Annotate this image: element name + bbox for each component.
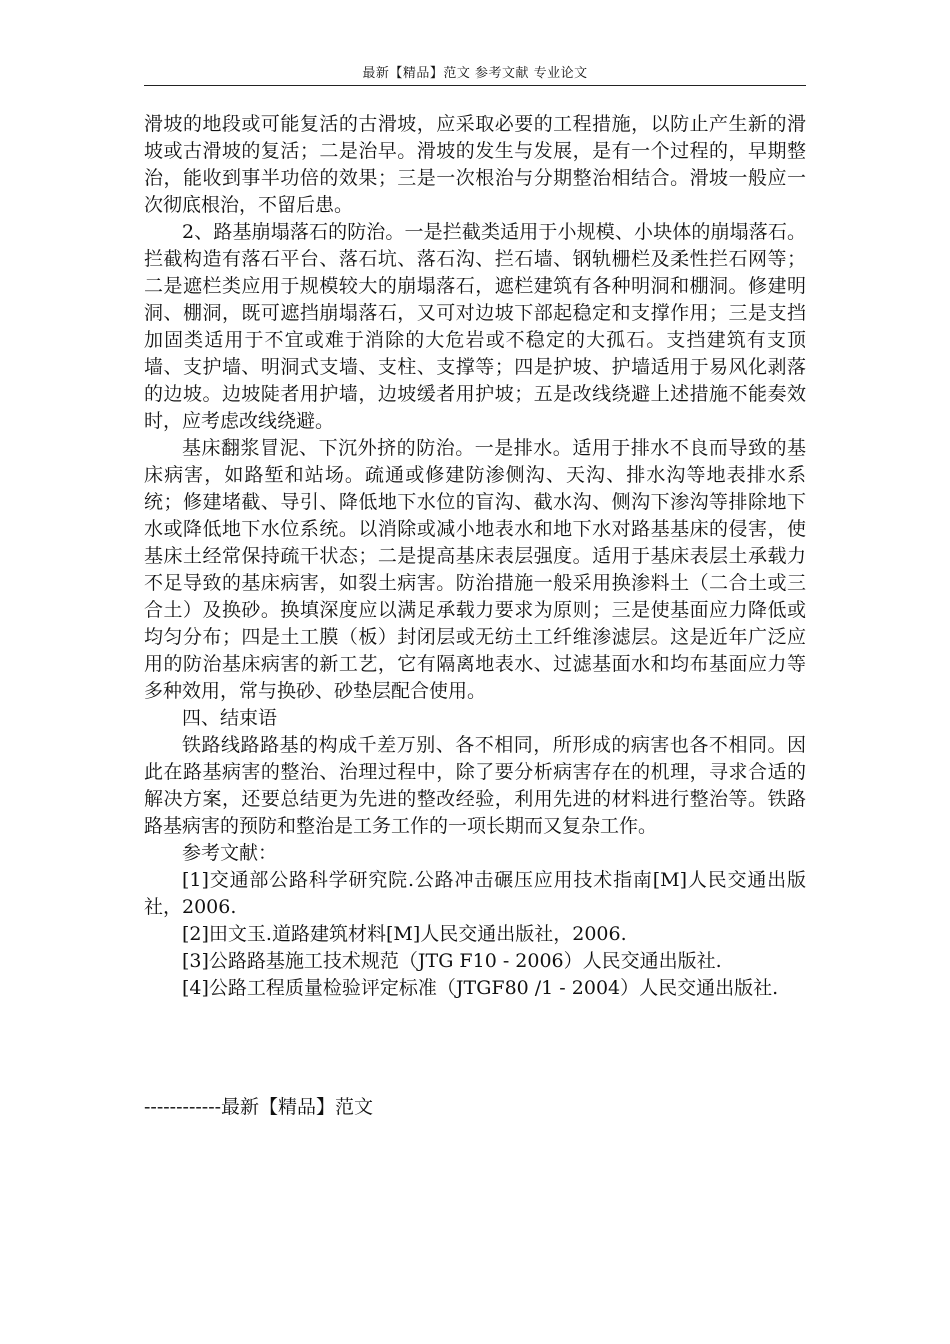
page-footer: ------------最新【精品】范文	[144, 1096, 374, 1118]
paragraph-subgrade-mud-pumping: 基床翻浆冒泥、下沉外挤的防治。一是排水。适用于排水不良而导致的基床病害，如路堑和站场。疏通或修建防渗侧沟、天沟、排水沟等地表排水系统；修建堵截、导引、降低地下水位的盲沟、截水沟、侧沟下渗沟等排除地下水或降低地下水位系统。以消除或减小地表水和地下水对路基基床的侵害，使基床土经常保持疏干状态；二是提高基床表层强度。适用于基床表层土承载力不足导致的基床病害，如裂土病害。防治措施一般采用换渗料土（二合土或三合土）及换砂。换填深度应以满足承载力要求为原则；三是使基面应力降低或均匀分布；四是土工膜（板）封闭层或无纺土工纤维渗滤层。这是近年广泛应用的防治基床病害的新工艺，它有隔离地表水、过滤基面水和均布基面应力等多种效用，常与换砂、砂垫层配合使用。	[144, 437, 806, 702]
paragraph-rockfall-prevention: 2、路基崩塌落石的防治。一是拦截类适用于小规模、小块体的崩塌落石。拦截构造有落石平台、落石坑、落石沟、拦石墙、钢轨栅栏及柔性拦石网等；二是遮栏类应用于规模较大的崩塌落石，遮栏建筑有各种明洞和棚洞。修建明洞、棚洞，既可遮挡崩塌落石，又可对边坡下部起稳定和支撑作用；三是支挡加固类适用于不宜或难于消除的大危岩或不稳定的大孤石。支挡建筑有支顶墙、支护墙、明洞式支墙、支柱、支撑等；四是护坡、护墙适用于易风化剥落的边坡。边坡陡者用护墙，边坡缓者用护坡；五是改线绕避上述措施不能奏效时，应考虑改线绕避。	[144, 221, 806, 432]
references-heading: 参考文献：	[182, 842, 278, 864]
page-header: 最新【精品】范文 参考文献 专业论文	[362, 66, 588, 81]
reference-item: [4]公路工程质量检验评定标准（JTGF80 /1 - 2004）人民交通出版社.	[182, 977, 779, 999]
reference-item: [3]公路路基施工技术规范（JTG F10 - 2006）人民交通出版社.	[182, 950, 722, 972]
reference-item: [2]田文玉.道路建筑材料[M]人民交通出版社，2006.	[182, 923, 627, 945]
document-body	[144, 111, 806, 1002]
header-divider	[144, 85, 806, 86]
paragraph-landslide-continued: 滑坡的地段或可能复活的古滑坡，应采取必要的工程措施，以防止产生新的滑坡或古滑坡的复活；二是治早。滑坡的发生与发展，是有一个过程的，早期整治，能收到事半功倍的效果；三是一次根治与分期整治相结合。滑坡一般应一次彻底根治，不留后患。	[144, 113, 806, 216]
reference-item: [1]交通部公路科学研究院.公路冲击碾压应用技术指南[M]人民交通出版社，2006.	[144, 869, 806, 918]
paragraph-conclusion: 铁路线路路基的构成千差万别、各不相同，所形成的病害也各不相同。因此在路基病害的整治、治理过程中，除了要分析病害存在的机理，寻求合适的解决方案，还要总结更为先进的整改经验，利用先进的材料进行整治等。铁路路基病害的预防和整治是工务工作的一项长期而又复杂工作。	[144, 734, 806, 837]
section-heading-conclusion: 四、结束语	[182, 707, 278, 729]
